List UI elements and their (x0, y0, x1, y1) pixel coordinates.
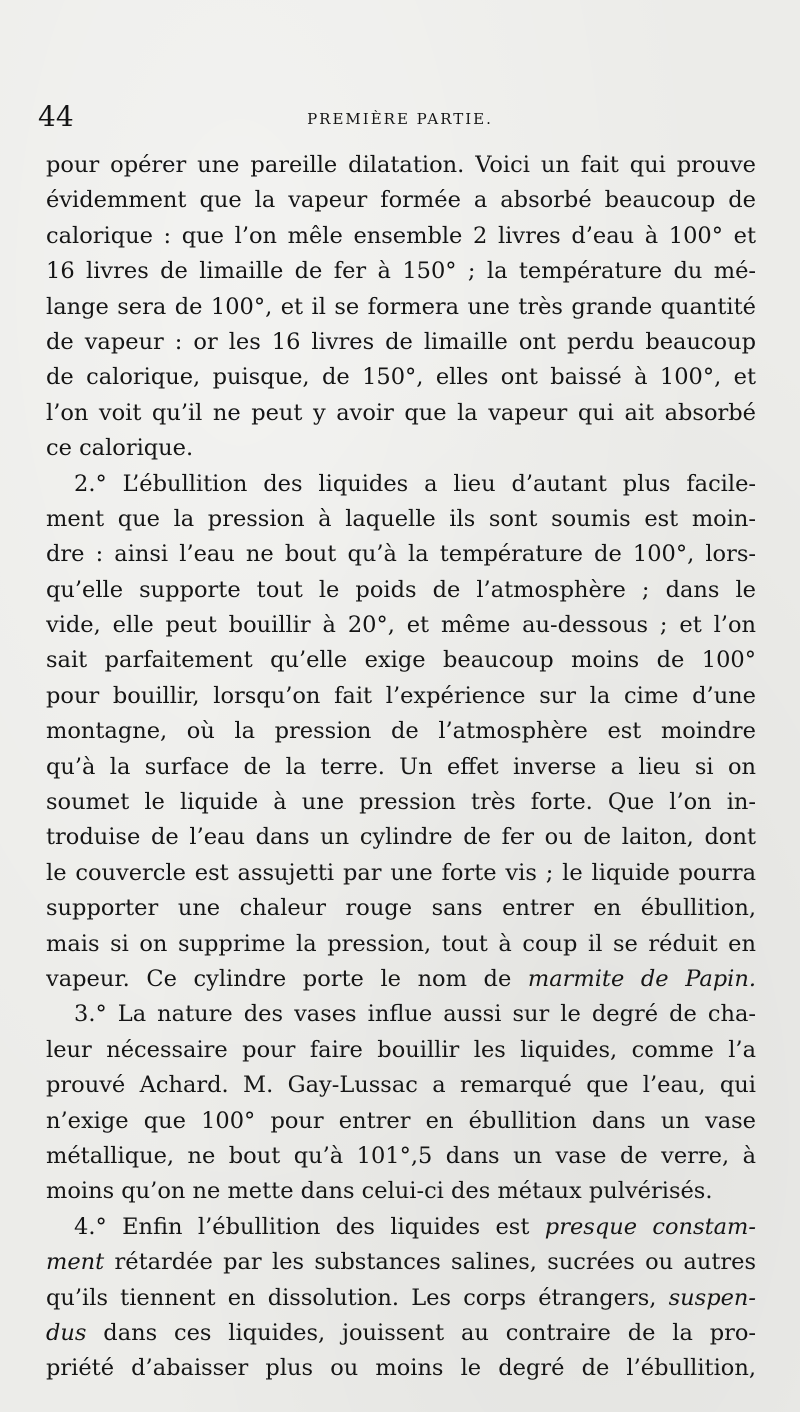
text-line: priété d’abaisser plus ou moins le degré de l’ébullition, (46, 1355, 756, 1382)
text-line-with-italic (46, 1281, 756, 1316)
text-line: l’on voit qu’il ne peut y avoir que la vapeur qui ait absorbé (46, 399, 756, 426)
text-line: 16 livres de limaille de fer à 150° ; la température du mé- (46, 258, 756, 285)
text-line-with-italic (46, 1245, 756, 1280)
text-line: troduise de l’eau dans un cylindre de fer ou de laiton, dont (46, 824, 756, 851)
text-line-with-italic (46, 1316, 756, 1351)
text-line-with-italic (46, 1210, 756, 1245)
text-line: soumet le liquide à une pression très forte. Que l’on in- (46, 789, 756, 816)
text-line: leur nécessaire pour faire bouillir les liquides, comme l’a (46, 1036, 756, 1063)
italic-term-marmite: marmite de Papin. (527, 965, 756, 992)
text-line: 3.° La nature des vases influe aussi sur le degré de cha- (74, 1001, 756, 1028)
line-text: 4.° Enfin l’ébullition des liquides est (74, 1213, 530, 1240)
italic-term-presque-cont: ment (46, 1249, 105, 1276)
text-line: pour bouillir, lorsqu’on fait l’expérience sur la cime d’une (46, 682, 756, 709)
text-line: supporter une chaleur rouge sans entrer en ébullition, (46, 895, 756, 922)
text-line: n’exige que 100° pour entrer en ébullition dans un vase (46, 1107, 756, 1134)
text-line: évidemment que la vapeur formée a absorbé beaucoup de (46, 187, 756, 214)
text-line: dre : ainsi l’eau ne bout qu’à la température de 100°, lors- (46, 541, 756, 568)
text-line: ce calorique. (46, 435, 194, 462)
text-line: calorique : que l’on mêle ensemble 2 livres d’eau à 100° et (46, 222, 756, 249)
line-text: rétardée par les substances salines, sucrées ou autres (114, 1249, 756, 1276)
text-line: mais si on supprime la pression, tout à coup il se réduit en (46, 930, 756, 957)
italic-term-suspendus-cont: dus (46, 1319, 87, 1346)
italic-term-presque: presque constam- (544, 1213, 756, 1240)
text-line: lange sera de 100°, et il se formera une très grande quantité (46, 293, 756, 320)
text-line: métallique, ne bout qu’à 101°,5 dans un vase de verre, à (46, 1142, 756, 1169)
text-line: pour opérer une pareille dilatation. Voici un fait qui prouve (46, 152, 756, 178)
text-line: vide, elle peut bouillir à 20°, et même au-dessous ; et l’on (46, 612, 756, 639)
running-head: PREMIÈRE PARTIE. (307, 110, 493, 128)
body-text (46, 148, 756, 1387)
text-line: de vapeur : or les 16 livres de limaille ont perdu beaucoup (46, 328, 756, 355)
line-text: dans ces liquides, jouissent au contraire de la pro- (103, 1319, 756, 1346)
text-line: qu’elle supporte tout le poids de l’atmosphère ; dans le (46, 576, 756, 603)
text-line: sait parfaitement qu’elle exige beaucoup moins de 100° (46, 647, 756, 674)
line-text: vapeur. Ce cylindre porte le nom de (46, 965, 512, 992)
text-line: moins qu’on ne mette dans celui-ci des métaux pulvérisés. (46, 1178, 713, 1205)
italic-term-suspendus: suspen- (668, 1284, 756, 1311)
text-line-with-italic (46, 962, 756, 997)
text-line: 2.° L’ébullition des liquides a lieu d’autant plus facile- (74, 470, 756, 497)
text-line: le couvercle est assujetti par une forte vis ; le liquide pourra (46, 859, 756, 886)
text-line: ment que la pression à laquelle ils sont soumis est moin- (46, 505, 756, 532)
text-line: qu’à la surface de la terre. Un effet inverse a lieu si on (46, 753, 756, 780)
text-line: montagne, où la pression de l’atmosphère est moindre (46, 718, 756, 745)
text-line: prouvé Achard. M. Gay-Lussac a remarqué que l’eau, qui (46, 1072, 756, 1099)
line-text: qu’ils tiennent en dissolution. Les corps étrangers, (46, 1284, 657, 1311)
text-line: de calorique, puisque, de 150°, elles ont baissé à 100°, et (46, 364, 756, 391)
page-number: 44 (38, 100, 74, 133)
